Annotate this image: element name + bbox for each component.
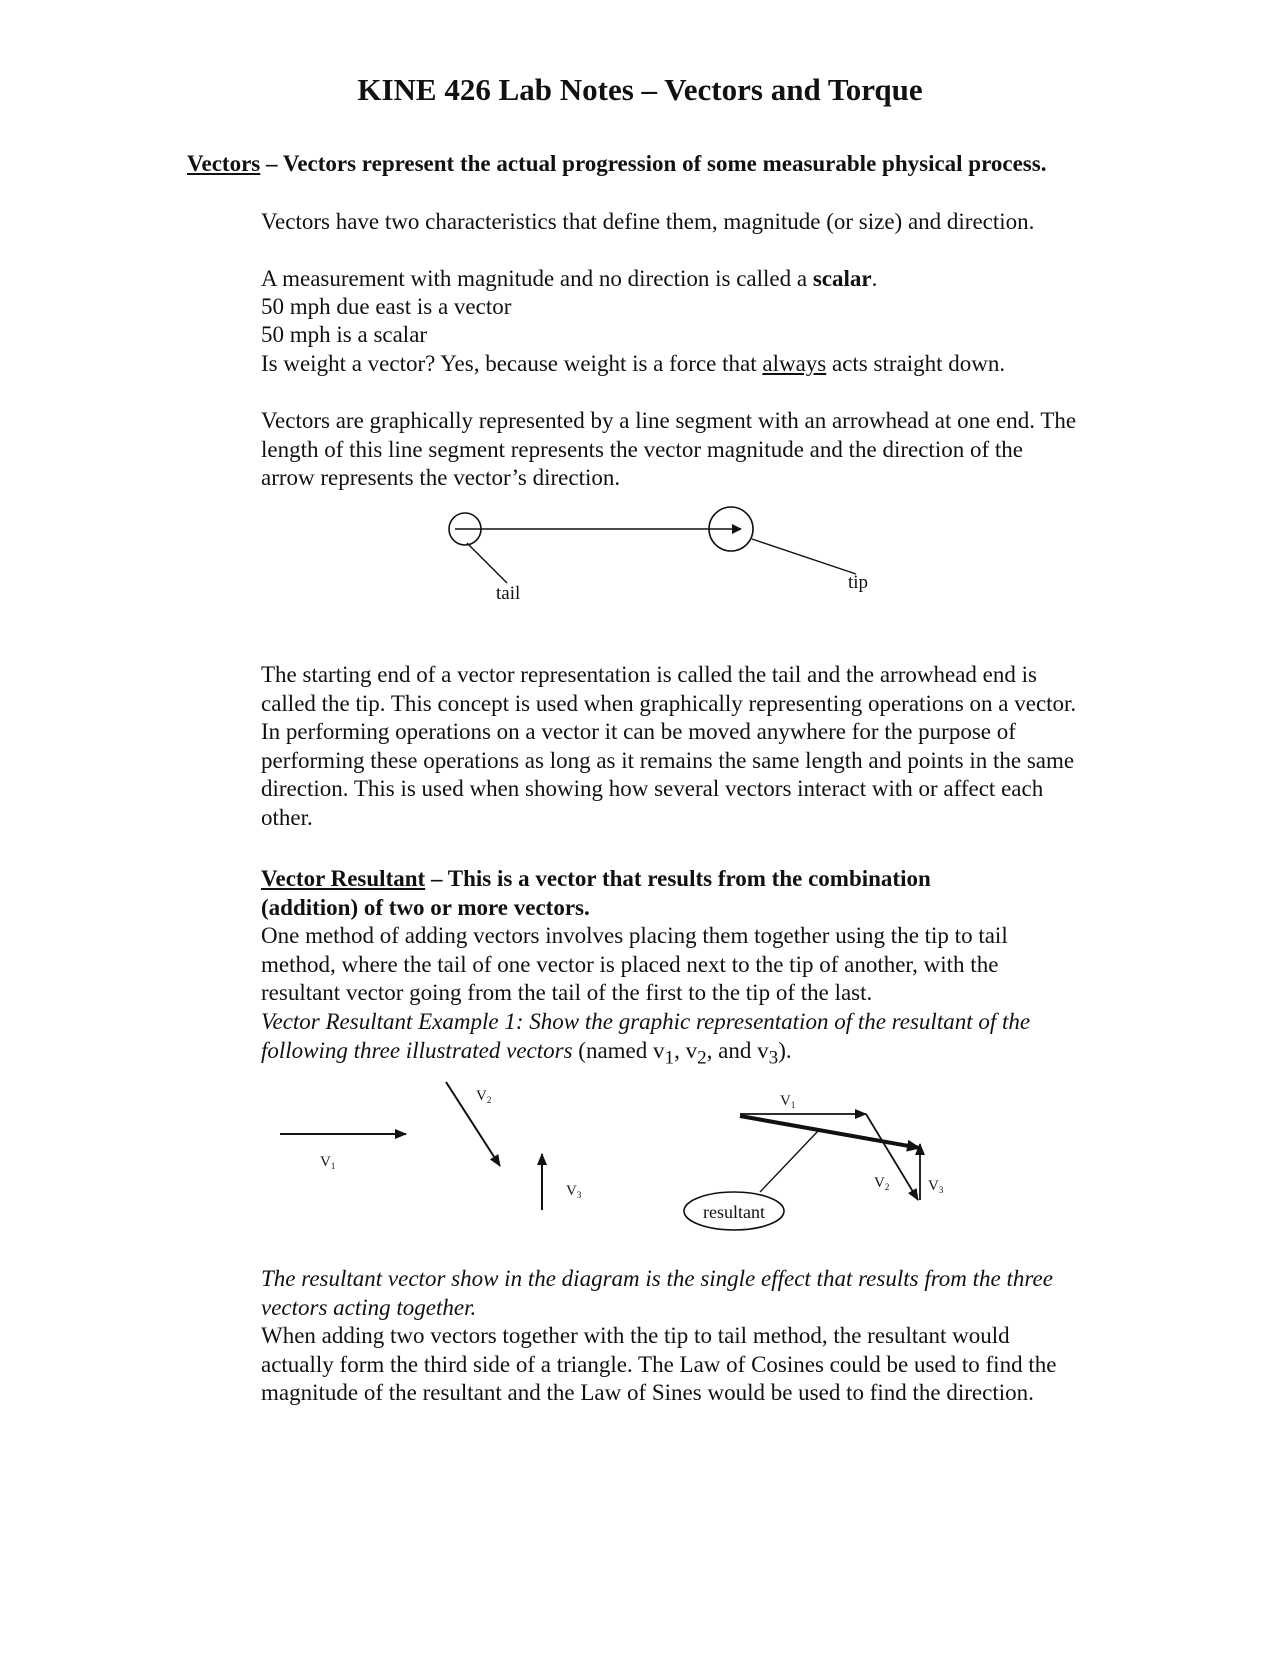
- vector-resultant-diagram: [270, 1070, 970, 1250]
- weight-question-end: acts straight down.: [826, 351, 1006, 376]
- tail-label: tail: [496, 583, 521, 604]
- weight-question-text: Is weight a vector? Yes, because weight is a force that: [261, 351, 763, 376]
- tip-pointer-line: [752, 539, 856, 574]
- v1-subscript: 1: [664, 1047, 675, 1069]
- example-end: ).: [778, 1037, 792, 1063]
- v2-tiptotail-label: $V_2$: [874, 1175, 890, 1192]
- vector-example: 50 mph due east is a vector: [261, 294, 512, 319]
- example-1-italic: Vector Resultant Example 1: Show the graphic representation of the resultant of the following three illustrated vectors: [261, 1009, 1031, 1063]
- v3-label: $V_3$: [566, 1183, 582, 1200]
- example-sep-1: , v: [674, 1037, 698, 1063]
- tail-pointer-line: [467, 543, 507, 583]
- resultant-dash: –: [425, 866, 448, 891]
- scalar-definition: [261, 265, 1161, 294]
- vectors-dash: –: [260, 151, 283, 176]
- v2-subscript: 2: [697, 1047, 707, 1069]
- weight-question: [261, 350, 1161, 379]
- example-sep-2: , and v: [706, 1037, 769, 1063]
- vectors-characteristics: Vectors have two characteristics that define them, magnitude (or size) and direction.: [261, 209, 1035, 234]
- resultant-heading: [261, 865, 1021, 922]
- resultant-summary: The resultant vector show in the diagram is the single effect that results from the three vectors acting together.: [261, 1266, 1053, 1320]
- scalar-definition-text: A measurement with magnitude and no direction is called a: [261, 266, 813, 291]
- vectors-term: Vectors: [187, 151, 261, 176]
- v1-label: $V_1$: [320, 1154, 336, 1171]
- tip-label: tip: [848, 572, 869, 593]
- scalar-example: 50 mph is a scalar: [261, 322, 428, 347]
- tip-tail-paragraph: The starting end of a vector representation is called the tail and the arrowhead end is called the tip. This concept is used when graphically representing operations on a vector. In performing operations on a vector it can be moved anywhere for the purpose of performing these operations as long as it remains the same length and points in the same direction. This is used when showing how several vectors interact with or affect each other.: [261, 662, 1077, 830]
- v1-tiptotail-label: $V_1$: [780, 1093, 796, 1110]
- v2-label: $V_2$: [476, 1088, 492, 1105]
- always-word: always: [762, 351, 827, 376]
- vectors-heading: [187, 150, 1057, 179]
- resultant-definition: This is a vector that results from the combination (addition) of two or more vectors.: [261, 866, 931, 920]
- tip-to-tail-method-paragraph: One method of adding vectors involves placing them together using the tip to tail method, where the tail of one vector is placed next to the tip of another, with the resultant vector going from the tail of the first to the tip of the last.: [261, 923, 1008, 1006]
- v3-tiptotail-label: $V_3$: [928, 1178, 944, 1195]
- resultant-label: resultant: [703, 1202, 765, 1222]
- vectors-definition: Vectors represent the actual progression of some measurable physical process.: [282, 151, 1047, 176]
- resultant-term: Vector Resultant: [261, 866, 426, 891]
- resultant-pointer-line: [760, 1131, 818, 1192]
- law-of-cosines-paragraph: When adding two vectors together with the tip to tail method, the resultant would actually form the third side of a triangle. The Law of Cosines could be used to find the magnitude of the resultant and the Law of Sines would be used to find the direction.: [261, 1323, 1057, 1406]
- example-named-text: (named v: [572, 1037, 665, 1063]
- resultant-arrow: [740, 1116, 920, 1148]
- v3-subscript: 3: [768, 1047, 779, 1069]
- scalar-term: scalar: [812, 266, 872, 291]
- tail-tip-diagram: [420, 495, 900, 615]
- page-title: KINE 426 Lab Notes – Vectors and Torque: [357, 72, 923, 107]
- example-1-prompt: [261, 1008, 1081, 1073]
- scalar-definition-end: .: [871, 266, 878, 291]
- graphic-representation-paragraph: Vectors are graphically represented by a line segment with an arrowhead at one end. The length of this line segment represents the vector magnitude and the direction of the arrow represents the vector’s direction.: [261, 408, 1077, 491]
- v2-arrow: [446, 1082, 500, 1166]
